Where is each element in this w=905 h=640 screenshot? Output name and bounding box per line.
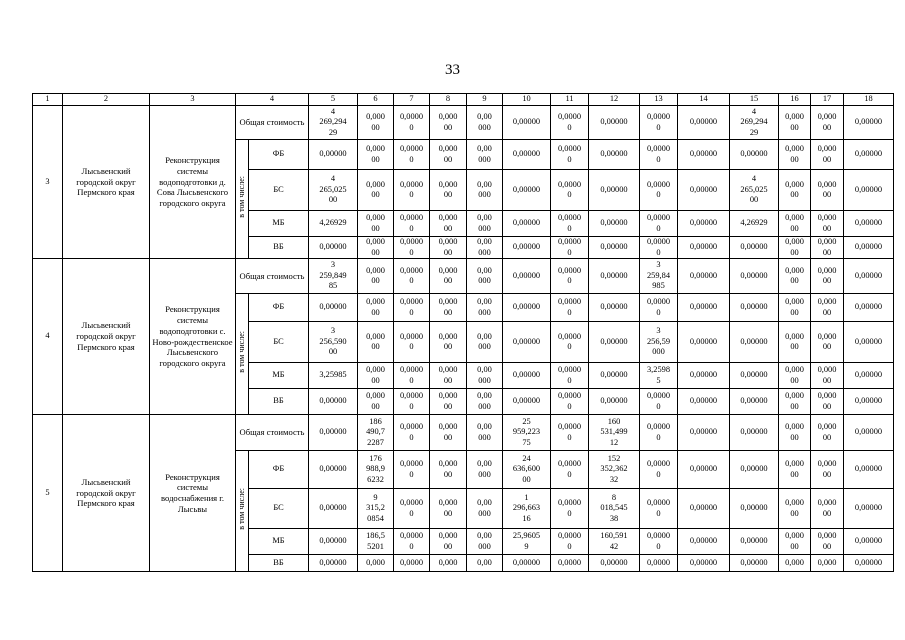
row-label-total: Общая стоимость — [236, 106, 309, 140]
value-cell: 0,0000 0 — [640, 451, 678, 489]
value-cell: 0,00000 — [730, 451, 779, 489]
row-label-total: Общая стоимость — [236, 415, 309, 451]
value-cell: 0,00000 — [309, 451, 358, 489]
value-cell: 0,00000 — [503, 294, 551, 322]
value-cell: 0,000 00 — [811, 529, 844, 555]
value-cell: 0,00000 — [309, 489, 358, 529]
value-cell: 0,00000 — [678, 363, 730, 389]
value-cell: 0,0000 0 — [551, 237, 589, 259]
table-row — [33, 106, 894, 140]
value-cell: 25 959,223 75 — [503, 415, 551, 451]
value-cell: 0,0000 0 — [394, 294, 430, 322]
value-cell: 0,00000 — [678, 106, 730, 140]
column-header: 1 — [33, 94, 63, 106]
value-cell: 0,000 00 — [779, 389, 811, 415]
value-cell: 0,0000 0 — [394, 211, 430, 237]
value-cell: 0,00000 — [678, 237, 730, 259]
value-cell: 0,00000 — [678, 140, 730, 170]
value-cell: 0,00000 — [844, 294, 894, 322]
municipality-name: Лысьвенский городской округ Пермского края — [63, 259, 150, 415]
row-number: 4 — [33, 259, 63, 415]
value-cell: 0,00000 — [678, 170, 730, 211]
value-cell: 0,00000 — [730, 322, 779, 363]
value-cell: 0,000 00 — [430, 170, 467, 211]
value-cell: 0,000 00 — [811, 294, 844, 322]
value-cell: 0,00 000 — [467, 322, 503, 363]
value-cell: 24 636,600 00 — [503, 451, 551, 489]
value-cell: 0,000 — [430, 555, 467, 572]
value-cell: 0,0000 0 — [551, 106, 589, 140]
value-cell: 0,000 00 — [779, 170, 811, 211]
value-cell: 0,000 00 — [811, 237, 844, 259]
value-cell: 0,00000 — [309, 389, 358, 415]
value-cell: 0,0000 0 — [640, 415, 678, 451]
value-cell: 0,00000 — [589, 555, 640, 572]
value-cell: 0,000 00 — [430, 489, 467, 529]
table-row — [33, 259, 894, 294]
column-header: 13 — [640, 94, 678, 106]
value-cell: 0,000 00 — [430, 415, 467, 451]
value-cell: 0,00000 — [678, 529, 730, 555]
value-cell: 0,00000 — [589, 322, 640, 363]
column-header: 7 — [394, 94, 430, 106]
value-cell: 0,00000 — [503, 140, 551, 170]
value-cell: 0,00000 — [309, 529, 358, 555]
row-number: 5 — [33, 415, 63, 572]
value-cell: 0,000 00 — [779, 259, 811, 294]
value-cell: 0,00000 — [730, 259, 779, 294]
value-cell: 0,00000 — [730, 489, 779, 529]
funding-source-label: БС — [249, 489, 309, 529]
value-cell: 0,00000 — [844, 237, 894, 259]
value-cell: 0,0000 0 — [640, 237, 678, 259]
value-cell: 4 269,294 29 — [309, 106, 358, 140]
value-cell: 0,00000 — [503, 259, 551, 294]
value-cell: 0,00000 — [503, 170, 551, 211]
value-cell: 0,0000 0 — [394, 389, 430, 415]
value-cell: 4,26929 — [309, 211, 358, 237]
value-cell: 0,000 00 — [358, 363, 394, 389]
value-cell: 0,000 00 — [811, 170, 844, 211]
value-cell: 0,00000 — [503, 322, 551, 363]
column-header: 15 — [730, 94, 779, 106]
value-cell: 0,00000 — [589, 294, 640, 322]
value-cell: 0,0000 0 — [394, 237, 430, 259]
value-cell: 0,00000 — [503, 211, 551, 237]
project-name: Реконструкция системы водоснабжения г. Лысьвы — [150, 415, 236, 572]
value-cell: 0,00000 — [589, 170, 640, 211]
value-cell: 0,00 000 — [467, 294, 503, 322]
value-cell: 0,00 000 — [467, 106, 503, 140]
value-cell: 0,000 00 — [430, 363, 467, 389]
including-label — [236, 451, 249, 572]
value-cell: 0,00000 — [678, 389, 730, 415]
value-cell: 0,000 00 — [430, 106, 467, 140]
value-cell: 0,00000 — [503, 237, 551, 259]
value-cell: 0,000 00 — [430, 322, 467, 363]
funding-source-label: МБ — [249, 529, 309, 555]
value-cell: 0,000 — [779, 555, 811, 572]
value-cell: 0,0000 0 — [551, 389, 589, 415]
column-header: 6 — [358, 94, 394, 106]
value-cell: 0,00000 — [503, 389, 551, 415]
value-cell: 3 259,84 985 — [640, 259, 678, 294]
value-cell: 0,00000 — [678, 322, 730, 363]
value-cell: 0,00000 — [730, 237, 779, 259]
value-cell: 0,0000 0 — [551, 529, 589, 555]
funding-source-label: БС — [249, 170, 309, 211]
value-cell: 0,00000 — [844, 106, 894, 140]
value-cell: 0,000 00 — [779, 415, 811, 451]
row-number: 3 — [33, 106, 63, 259]
page-number: 33 — [445, 62, 460, 78]
value-cell: 0,00 000 — [467, 415, 503, 451]
value-cell: 0,00000 — [678, 555, 730, 572]
value-cell: 0,00000 — [678, 211, 730, 237]
value-cell: 0,0000 0 — [640, 106, 678, 140]
value-cell: 0,000 00 — [779, 322, 811, 363]
including-label — [236, 140, 249, 259]
value-cell: 0,0000 0 — [551, 294, 589, 322]
value-cell: 0,00000 — [309, 294, 358, 322]
vertical-text: в том числе: — [237, 488, 246, 531]
value-cell: 0,000 00 — [779, 451, 811, 489]
municipality-name: Лысьвенский городской округ Пермского края — [63, 415, 150, 572]
header-row — [33, 94, 894, 106]
value-cell: 0,0000 0 — [394, 322, 430, 363]
value-cell: 0,000 00 — [430, 259, 467, 294]
value-cell: 0,00000 — [309, 415, 358, 451]
value-cell: 0,000 00 — [358, 106, 394, 140]
value-cell: 0,00000 — [730, 529, 779, 555]
value-cell: 0,00000 — [589, 211, 640, 237]
value-cell: 186 490,7 2287 — [358, 415, 394, 451]
value-cell: 0,00000 — [730, 389, 779, 415]
column-header: 3 — [150, 94, 236, 106]
column-header: 9 — [467, 94, 503, 106]
value-cell: 0,00000 — [730, 415, 779, 451]
value-cell: 0,0000 — [551, 555, 589, 572]
column-header: 10 — [503, 94, 551, 106]
column-header: 2 — [63, 94, 150, 106]
value-cell: 0,000 00 — [430, 211, 467, 237]
value-cell: 0,0000 — [640, 555, 678, 572]
value-cell: 0,0000 0 — [640, 489, 678, 529]
value-cell: 0,0000 0 — [640, 170, 678, 211]
value-cell: 0,0000 0 — [551, 170, 589, 211]
value-cell: 0,0000 0 — [640, 529, 678, 555]
value-cell: 0,0000 — [394, 555, 430, 572]
value-cell: 0,0000 0 — [394, 451, 430, 489]
funding-source-label: БС — [249, 322, 309, 363]
value-cell: 0,00000 — [589, 363, 640, 389]
value-cell: 3 259,849 85 — [309, 259, 358, 294]
value-cell: 0,00000 — [589, 237, 640, 259]
value-cell: 0,000 00 — [811, 389, 844, 415]
value-cell: 4 265,025 00 — [730, 170, 779, 211]
value-cell: 0,000 00 — [430, 451, 467, 489]
value-cell: 0,000 00 — [430, 389, 467, 415]
value-cell: 0,000 00 — [811, 106, 844, 140]
funding-source-label: ВБ — [249, 389, 309, 415]
value-cell: 8 018,545 38 — [589, 489, 640, 529]
value-cell: 0,000 00 — [811, 322, 844, 363]
value-cell: 4,26929 — [730, 211, 779, 237]
value-cell: 0,00000 — [589, 259, 640, 294]
value-cell: 0,0000 0 — [394, 363, 430, 389]
project-name: Реконструкция системы водоподготовки с. Ново-рождественское Лысьвенского городского округа — [150, 259, 236, 415]
value-cell: 0,00 000 — [467, 170, 503, 211]
value-cell: 0,00000 — [730, 555, 779, 572]
value-cell: 0,000 00 — [779, 529, 811, 555]
value-cell: 0,0000 0 — [551, 322, 589, 363]
value-cell: 0,000 00 — [430, 237, 467, 259]
value-cell: 0,0000 0 — [551, 140, 589, 170]
value-cell: 160 531,499 12 — [589, 415, 640, 451]
value-cell: 0,000 00 — [430, 140, 467, 170]
value-cell: 0,00000 — [844, 140, 894, 170]
value-cell: 0,000 00 — [811, 415, 844, 451]
table-row — [33, 415, 894, 451]
value-cell: 0,000 00 — [811, 363, 844, 389]
value-cell: 0,0000 0 — [394, 489, 430, 529]
value-cell: 176 988,9 6232 — [358, 451, 394, 489]
value-cell: 0,0000 0 — [551, 451, 589, 489]
value-cell: 0,000 00 — [358, 294, 394, 322]
funding-source-label: ВБ — [249, 555, 309, 572]
value-cell: 0,00000 — [844, 451, 894, 489]
value-cell: 0,00000 — [844, 363, 894, 389]
value-cell: 4 269,294 29 — [730, 106, 779, 140]
project-name: Реконструкция системы водоподготовки д. Сова Лысьвенского городского округа — [150, 106, 236, 259]
value-cell: 0,00 000 — [467, 237, 503, 259]
value-cell: 186,5 5201 — [358, 529, 394, 555]
value-cell: 0,0000 0 — [551, 415, 589, 451]
value-cell: 9 315,2 0854 — [358, 489, 394, 529]
including-label — [236, 294, 249, 415]
value-cell: 0,000 00 — [779, 294, 811, 322]
value-cell: 0,000 00 — [358, 259, 394, 294]
value-cell: 0,000 00 — [358, 237, 394, 259]
funding-source-label: МБ — [249, 363, 309, 389]
value-cell: 0,00000 — [844, 259, 894, 294]
funding-source-label: ФБ — [249, 294, 309, 322]
value-cell: 0,00000 — [589, 106, 640, 140]
value-cell: 3 256,59 000 — [640, 322, 678, 363]
value-cell: 0,000 00 — [811, 259, 844, 294]
value-cell: 0,00000 — [730, 140, 779, 170]
value-cell: 160,591 42 — [589, 529, 640, 555]
value-cell: 25,9605 9 — [503, 529, 551, 555]
value-cell: 0,000 00 — [358, 389, 394, 415]
value-cell: 0,0000 0 — [640, 389, 678, 415]
funding-source-label: МБ — [249, 211, 309, 237]
value-cell: 0,000 00 — [358, 322, 394, 363]
value-cell: 0,000 00 — [779, 237, 811, 259]
value-cell: 0,00000 — [503, 555, 551, 572]
value-cell: 0,000 00 — [779, 363, 811, 389]
value-cell: 0,00000 — [844, 170, 894, 211]
value-cell: 3,25985 — [309, 363, 358, 389]
value-cell: 0,00000 — [844, 211, 894, 237]
value-cell: 0,00000 — [844, 389, 894, 415]
value-cell: 0,000 00 — [779, 211, 811, 237]
value-cell: 0,0000 0 — [394, 170, 430, 211]
value-cell: 0,00000 — [309, 237, 358, 259]
value-cell: 0,000 00 — [779, 106, 811, 140]
value-cell: 0,0000 0 — [551, 259, 589, 294]
column-header: 14 — [678, 94, 730, 106]
value-cell: 0,0000 0 — [640, 211, 678, 237]
funding-source-label: ФБ — [249, 140, 309, 170]
value-cell: 152 352,362 32 — [589, 451, 640, 489]
value-cell: 0,00000 — [844, 529, 894, 555]
value-cell: 0,000 00 — [430, 529, 467, 555]
value-cell: 0,00 000 — [467, 259, 503, 294]
value-cell: 0,0000 0 — [394, 140, 430, 170]
value-cell: 0,000 00 — [811, 140, 844, 170]
column-header: 17 — [811, 94, 844, 106]
value-cell: 0,00000 — [503, 363, 551, 389]
funding-source-label: ФБ — [249, 451, 309, 489]
value-cell: 0,0000 0 — [551, 211, 589, 237]
value-cell: 0,00000 — [730, 294, 779, 322]
column-header: 12 — [589, 94, 640, 106]
value-cell: 0,00000 — [844, 489, 894, 529]
value-cell: 0,000 — [811, 555, 844, 572]
value-cell: 0,00000 — [589, 389, 640, 415]
value-cell: 4 265,025 00 — [309, 170, 358, 211]
value-cell: 0,00000 — [678, 259, 730, 294]
value-cell: 0,0000 0 — [394, 259, 430, 294]
value-cell: 0,000 00 — [779, 140, 811, 170]
value-cell: 0,00 000 — [467, 211, 503, 237]
value-cell: 0,0000 0 — [640, 294, 678, 322]
column-header: 5 — [309, 94, 358, 106]
value-cell: 0,0000 0 — [394, 529, 430, 555]
value-cell: 0,0000 0 — [551, 489, 589, 529]
value-cell: 0,000 00 — [358, 140, 394, 170]
value-cell: 0,00000 — [844, 555, 894, 572]
value-cell: 0,00 000 — [467, 389, 503, 415]
value-cell: 0,00000 — [503, 106, 551, 140]
value-cell: 0,0000 0 — [551, 363, 589, 389]
value-cell: 0,00000 — [844, 415, 894, 451]
value-cell: 0,00000 — [589, 140, 640, 170]
vertical-text: в том числе: — [237, 331, 246, 374]
column-header: 18 — [844, 94, 894, 106]
value-cell: 0,00000 — [730, 363, 779, 389]
value-cell: 0,00000 — [678, 415, 730, 451]
column-header: 4 — [236, 94, 309, 106]
column-header: 8 — [430, 94, 467, 106]
value-cell: 0,00 000 — [467, 489, 503, 529]
value-cell: 0,0000 0 — [640, 140, 678, 170]
value-cell: 0,000 00 — [358, 170, 394, 211]
column-header: 11 — [551, 94, 589, 106]
value-cell: 0,00000 — [309, 140, 358, 170]
value-cell: 0,000 00 — [430, 294, 467, 322]
value-cell: 0,000 00 — [358, 211, 394, 237]
data-table — [32, 93, 894, 572]
value-cell: 0,000 00 — [779, 489, 811, 529]
value-cell: 0,00000 — [844, 322, 894, 363]
value-cell: 0,00000 — [309, 555, 358, 572]
row-label-total: Общая стоимость — [236, 259, 309, 294]
funding-source-label: ВБ — [249, 237, 309, 259]
value-cell: 0,000 00 — [811, 451, 844, 489]
value-cell: 0,00 000 — [467, 529, 503, 555]
value-cell: 3 256,590 00 — [309, 322, 358, 363]
value-cell: 0,0000 0 — [394, 106, 430, 140]
value-cell: 0,00000 — [678, 294, 730, 322]
value-cell: 3,2598 5 — [640, 363, 678, 389]
value-cell: 0,00 000 — [467, 451, 503, 489]
vertical-text: в том числе: — [237, 176, 246, 219]
column-header: 16 — [779, 94, 811, 106]
value-cell: 0,00 000 — [467, 140, 503, 170]
value-cell: 0,000 00 — [811, 489, 844, 529]
value-cell: 0,00 000 — [467, 363, 503, 389]
value-cell: 1 296,663 16 — [503, 489, 551, 529]
municipality-name: Лысьвенский городской округ Пермского края — [63, 106, 150, 259]
value-cell: 0,00000 — [678, 451, 730, 489]
value-cell: 0,00 — [467, 555, 503, 572]
value-cell: 0,0000 0 — [394, 415, 430, 451]
value-cell: 0,000 00 — [811, 211, 844, 237]
value-cell: 0,00000 — [678, 489, 730, 529]
value-cell: 0,000 — [358, 555, 394, 572]
